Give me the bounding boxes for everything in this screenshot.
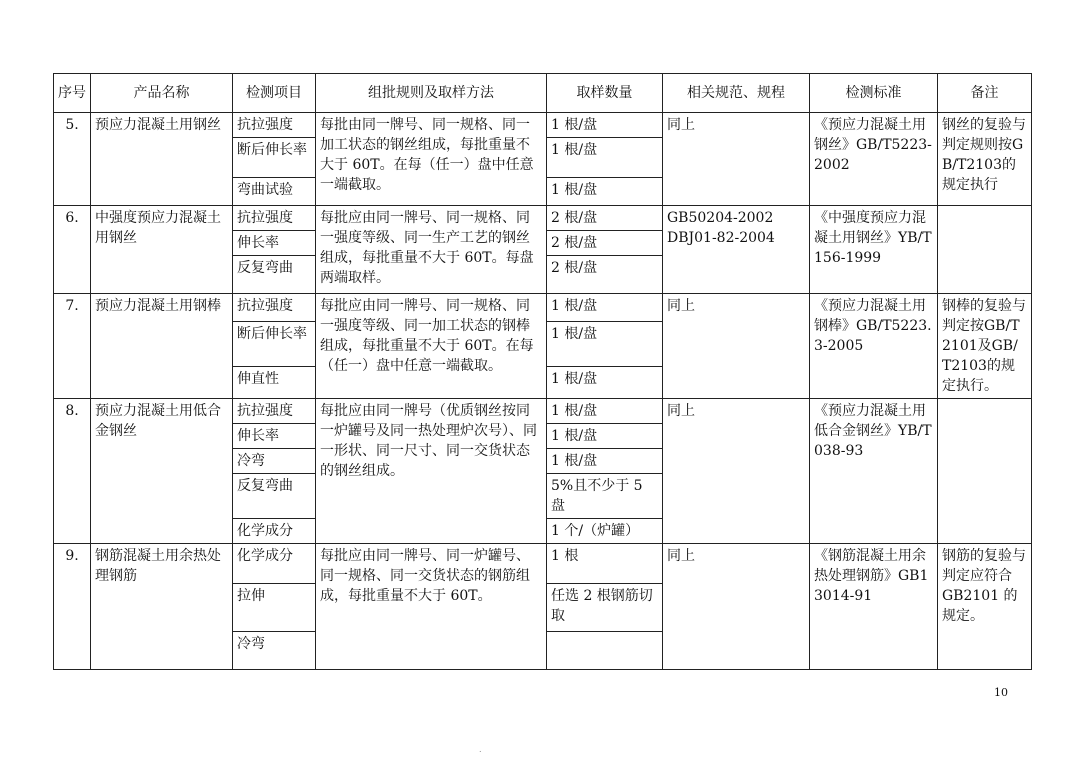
test-item: 化学成分: [233, 544, 316, 584]
test-item: 抗拉强度: [233, 399, 316, 424]
header-related-spec: 相关规范、规程: [663, 74, 810, 113]
test-standard: 《钢筋混凝土用余热处理钢筋》GB13014-91: [810, 544, 938, 670]
sample-quantity: 任选 2 根钢筋切取: [547, 584, 663, 632]
sample-quantity: 1 个/（炉罐）: [547, 519, 663, 544]
related-spec: 同上: [663, 294, 810, 399]
batch-rule: 每批应由同一牌号（优质钢丝按同一炉罐号及同一热处理炉次号）、同一形状、同一尺寸、同一交货状态的钢丝组成。: [316, 399, 547, 544]
test-item: 断后伸长率: [233, 322, 316, 367]
sample-quantity: 1 根: [547, 544, 663, 584]
row-number: 7.: [54, 294, 91, 399]
row-number: 9.: [54, 544, 91, 670]
page-number: 10: [994, 686, 1008, 699]
batch-rule: 每批应由同一牌号、同一炉罐号、同一规格、同一交货状态的钢筋组成，每批重量不大于 60T。: [316, 544, 547, 670]
inspection-spec-table: [53, 73, 1032, 670]
table-row: [54, 113, 1032, 138]
related-spec: 同上: [663, 113, 810, 206]
sample-quantity: 1 根/盘: [547, 113, 663, 138]
header-test-standard: 检测标准: [810, 74, 938, 113]
sample-quantity: 2 根/盘: [547, 256, 663, 294]
sample-quantity: 2 根/盘: [547, 206, 663, 231]
test-item: 化学成分: [233, 519, 316, 544]
table-row: [54, 544, 1032, 584]
remark: [938, 206, 1032, 294]
test-standard: 《中强度预应力混凝土用钢丝》YB/T156-1999: [810, 206, 938, 294]
test-item: 断后伸长率: [233, 138, 316, 178]
sample-quantity: 5%且不少于 5 盘: [547, 474, 663, 519]
remark: 钢丝的复验与判定规则按GB/T2103的规定执行: [938, 113, 1032, 206]
product-name: 预应力混凝土用钢棒: [91, 294, 233, 399]
batch-rule: 每批由同一牌号、同一规格、同一加工状态的钢丝组成，每批重量不大于 60T。在每（任一）盘中任意一端截取。: [316, 113, 547, 206]
header-no: 序号: [54, 74, 91, 113]
product-name: 钢筋混凝土用余热处理钢筋: [91, 544, 233, 670]
sample-quantity: 1 根/盘: [547, 294, 663, 322]
product-name: 中强度预应力混凝土用钢丝: [91, 206, 233, 294]
row-number: 6.: [54, 206, 91, 294]
product-name: 预应力混凝土用钢丝: [91, 113, 233, 206]
row-number: 5.: [54, 113, 91, 206]
sample-quantity: 1 根/盘: [547, 399, 663, 424]
test-item: 抗拉强度: [233, 294, 316, 322]
row-number: 8.: [54, 399, 91, 544]
sample-quantity: 1 根/盘: [547, 178, 663, 206]
product-name: 预应力混凝土用低合金钢丝: [91, 399, 233, 544]
test-item: 抗拉强度: [233, 113, 316, 138]
sample-quantity: 1 根/盘: [547, 138, 663, 178]
remark: [938, 399, 1032, 544]
batch-rule: 每批应由同一牌号、同一规格、同一强度等级、同一加工状态的钢棒组成，每批重量不大于 60T。在每（任一）盘中任意一端截取。: [316, 294, 547, 399]
sample-quantity: 1 根/盘: [547, 424, 663, 449]
table-row: [54, 399, 1032, 424]
batch-rule: 每批应由同一牌号、同一规格、同一强度等级、同一生产工艺的钢丝组成，每批重量不大于 60T。每盘两端取样。: [316, 206, 547, 294]
test-item: 弯曲试验: [233, 178, 316, 206]
sample-quantity: [547, 632, 663, 670]
sample-quantity: 1 根/盘: [547, 322, 663, 367]
remark: 钢筋的复验与判定应符合 GB2101 的规定。: [938, 544, 1032, 670]
sample-quantity: 1 根/盘: [547, 367, 663, 399]
footer-mark: .: [479, 745, 482, 754]
header-product-name: 产品名称: [91, 74, 233, 113]
test-item: 冷弯: [233, 449, 316, 474]
table-header-row: [54, 74, 1032, 113]
header-test-item: 检测项目: [233, 74, 316, 113]
related-spec: 同上: [663, 544, 810, 670]
test-item: 伸直性: [233, 367, 316, 399]
header-remark: 备注: [938, 74, 1032, 113]
test-item: 反复弯曲: [233, 474, 316, 519]
table-row: [54, 294, 1032, 322]
remark: 钢棒的复验与判定按GB/T2101及GB/T2103的规定执行。: [938, 294, 1032, 399]
test-standard: 《预应力混凝土用钢丝》GB/T5223-2002: [810, 113, 938, 206]
test-item: 抗拉强度: [233, 206, 316, 231]
header-sample-qty: 取样数量: [547, 74, 663, 113]
related-spec: GB50204-2002 DBJ01-82-2004: [663, 206, 810, 294]
sample-quantity: 2 根/盘: [547, 231, 663, 256]
header-batch-rule: 组批规则及取样方法: [316, 74, 547, 113]
test-standard: 《预应力混凝土用钢棒》GB/T5223.3-2005: [810, 294, 938, 399]
sample-quantity: 1 根/盘: [547, 449, 663, 474]
test-item: 反复弯曲: [233, 256, 316, 294]
test-item: 伸长率: [233, 231, 316, 256]
test-standard: 《预应力混凝土用低合金钢丝》YB/T038-93: [810, 399, 938, 544]
test-item: 伸长率: [233, 424, 316, 449]
test-item: 拉伸: [233, 584, 316, 632]
test-item: 冷弯: [233, 632, 316, 670]
related-spec: 同上: [663, 399, 810, 544]
table-row: [54, 206, 1032, 231]
